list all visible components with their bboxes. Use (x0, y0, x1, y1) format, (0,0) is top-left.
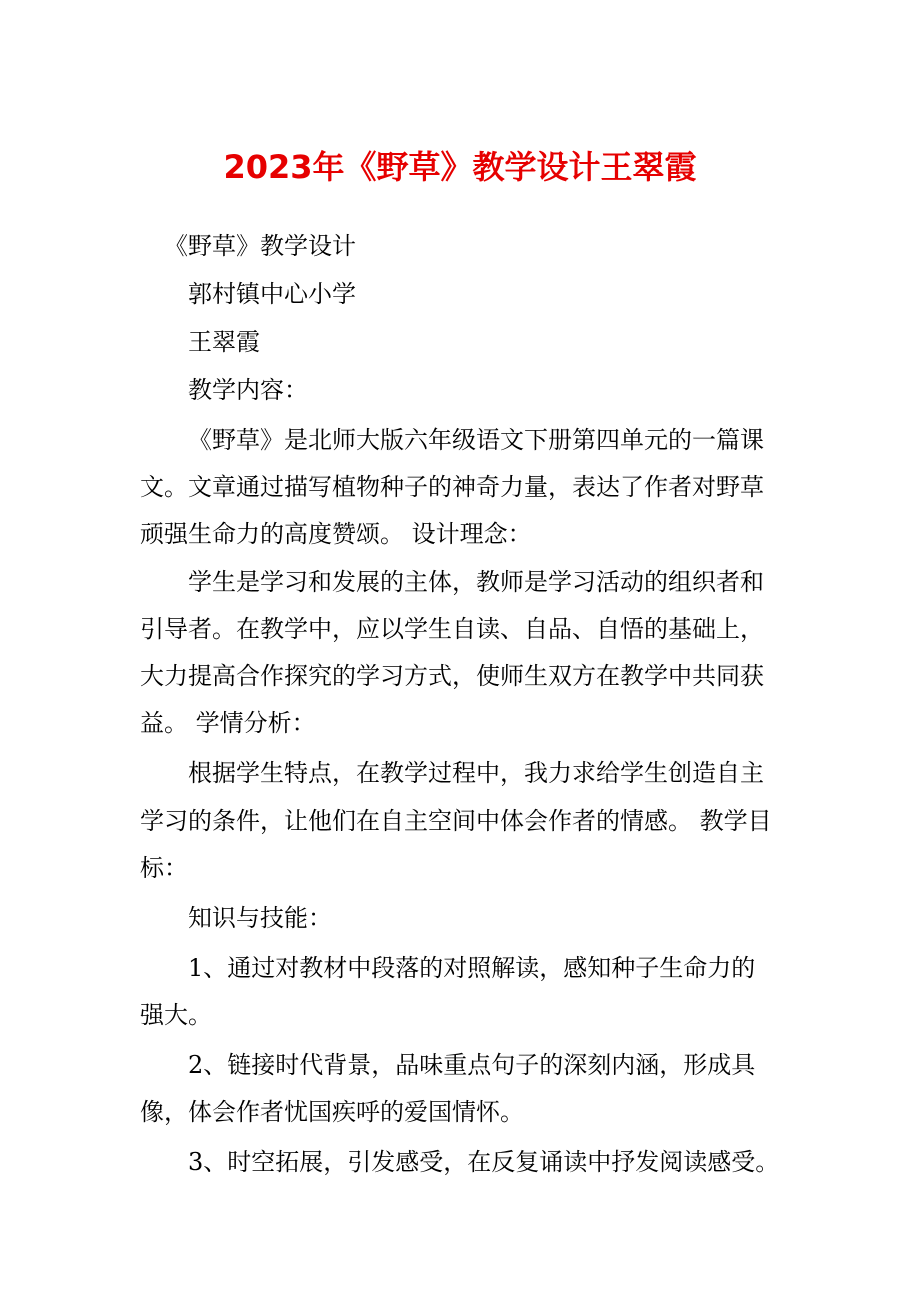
paragraph-line: 标： (140, 854, 188, 882)
list-item: 强大。 (140, 1001, 212, 1029)
paragraph-line: 顽强生命力的高度赞颂。 设计理念： (140, 520, 532, 548)
paragraph-line: 益。 学情分析： (140, 709, 316, 737)
school-line: 郭村镇中心小学 (188, 280, 356, 308)
paragraph-line: 文。文章通过描写植物种子的神奇力量，表达了作者对野草 (140, 473, 764, 501)
paragraph-line: 大力提高合作探究的学习方式，使师生双方在教学中共同获 (140, 662, 764, 690)
subtitle-line: 《野草》教学设计 (164, 232, 356, 260)
list-item: 1、通过对教材中段落的对照解读，感知种子生命力的 (188, 954, 756, 982)
list-item: 像，体会作者忧国疾呼的爱国情怀。 (140, 1098, 524, 1126)
paragraph-line: 《野草》是北师大版六年级语文下册第四单元的一篇课 (188, 426, 764, 454)
list-item: 2、链接时代背景，品味重点句子的深刻内涵，形成具 (188, 1051, 756, 1079)
author-line: 王翠霞 (188, 328, 260, 356)
paragraph-line: 根据学生特点，在教学过程中，我力求给学生创造自主 (188, 759, 764, 787)
paragraph-line: 学生是学习和发展的主体，教师是学习活动的组织者和 (188, 568, 764, 596)
paragraph-line: 引导者。在教学中，应以学生自读、自品、自悟的基础上， (140, 615, 764, 643)
section-heading: 知识与技能： (188, 904, 332, 932)
document-title: 2023年《野草》教学设计王翠霞 (223, 148, 697, 186)
paragraph-line: 学习的条件，让他们在自主空间中体会作者的情感。 教学目 (140, 807, 772, 835)
list-item: 3、时空拓展，引发感受，在反复诵读中抒发阅读感受。 (188, 1148, 780, 1176)
section-heading: 教学内容： (188, 376, 308, 404)
